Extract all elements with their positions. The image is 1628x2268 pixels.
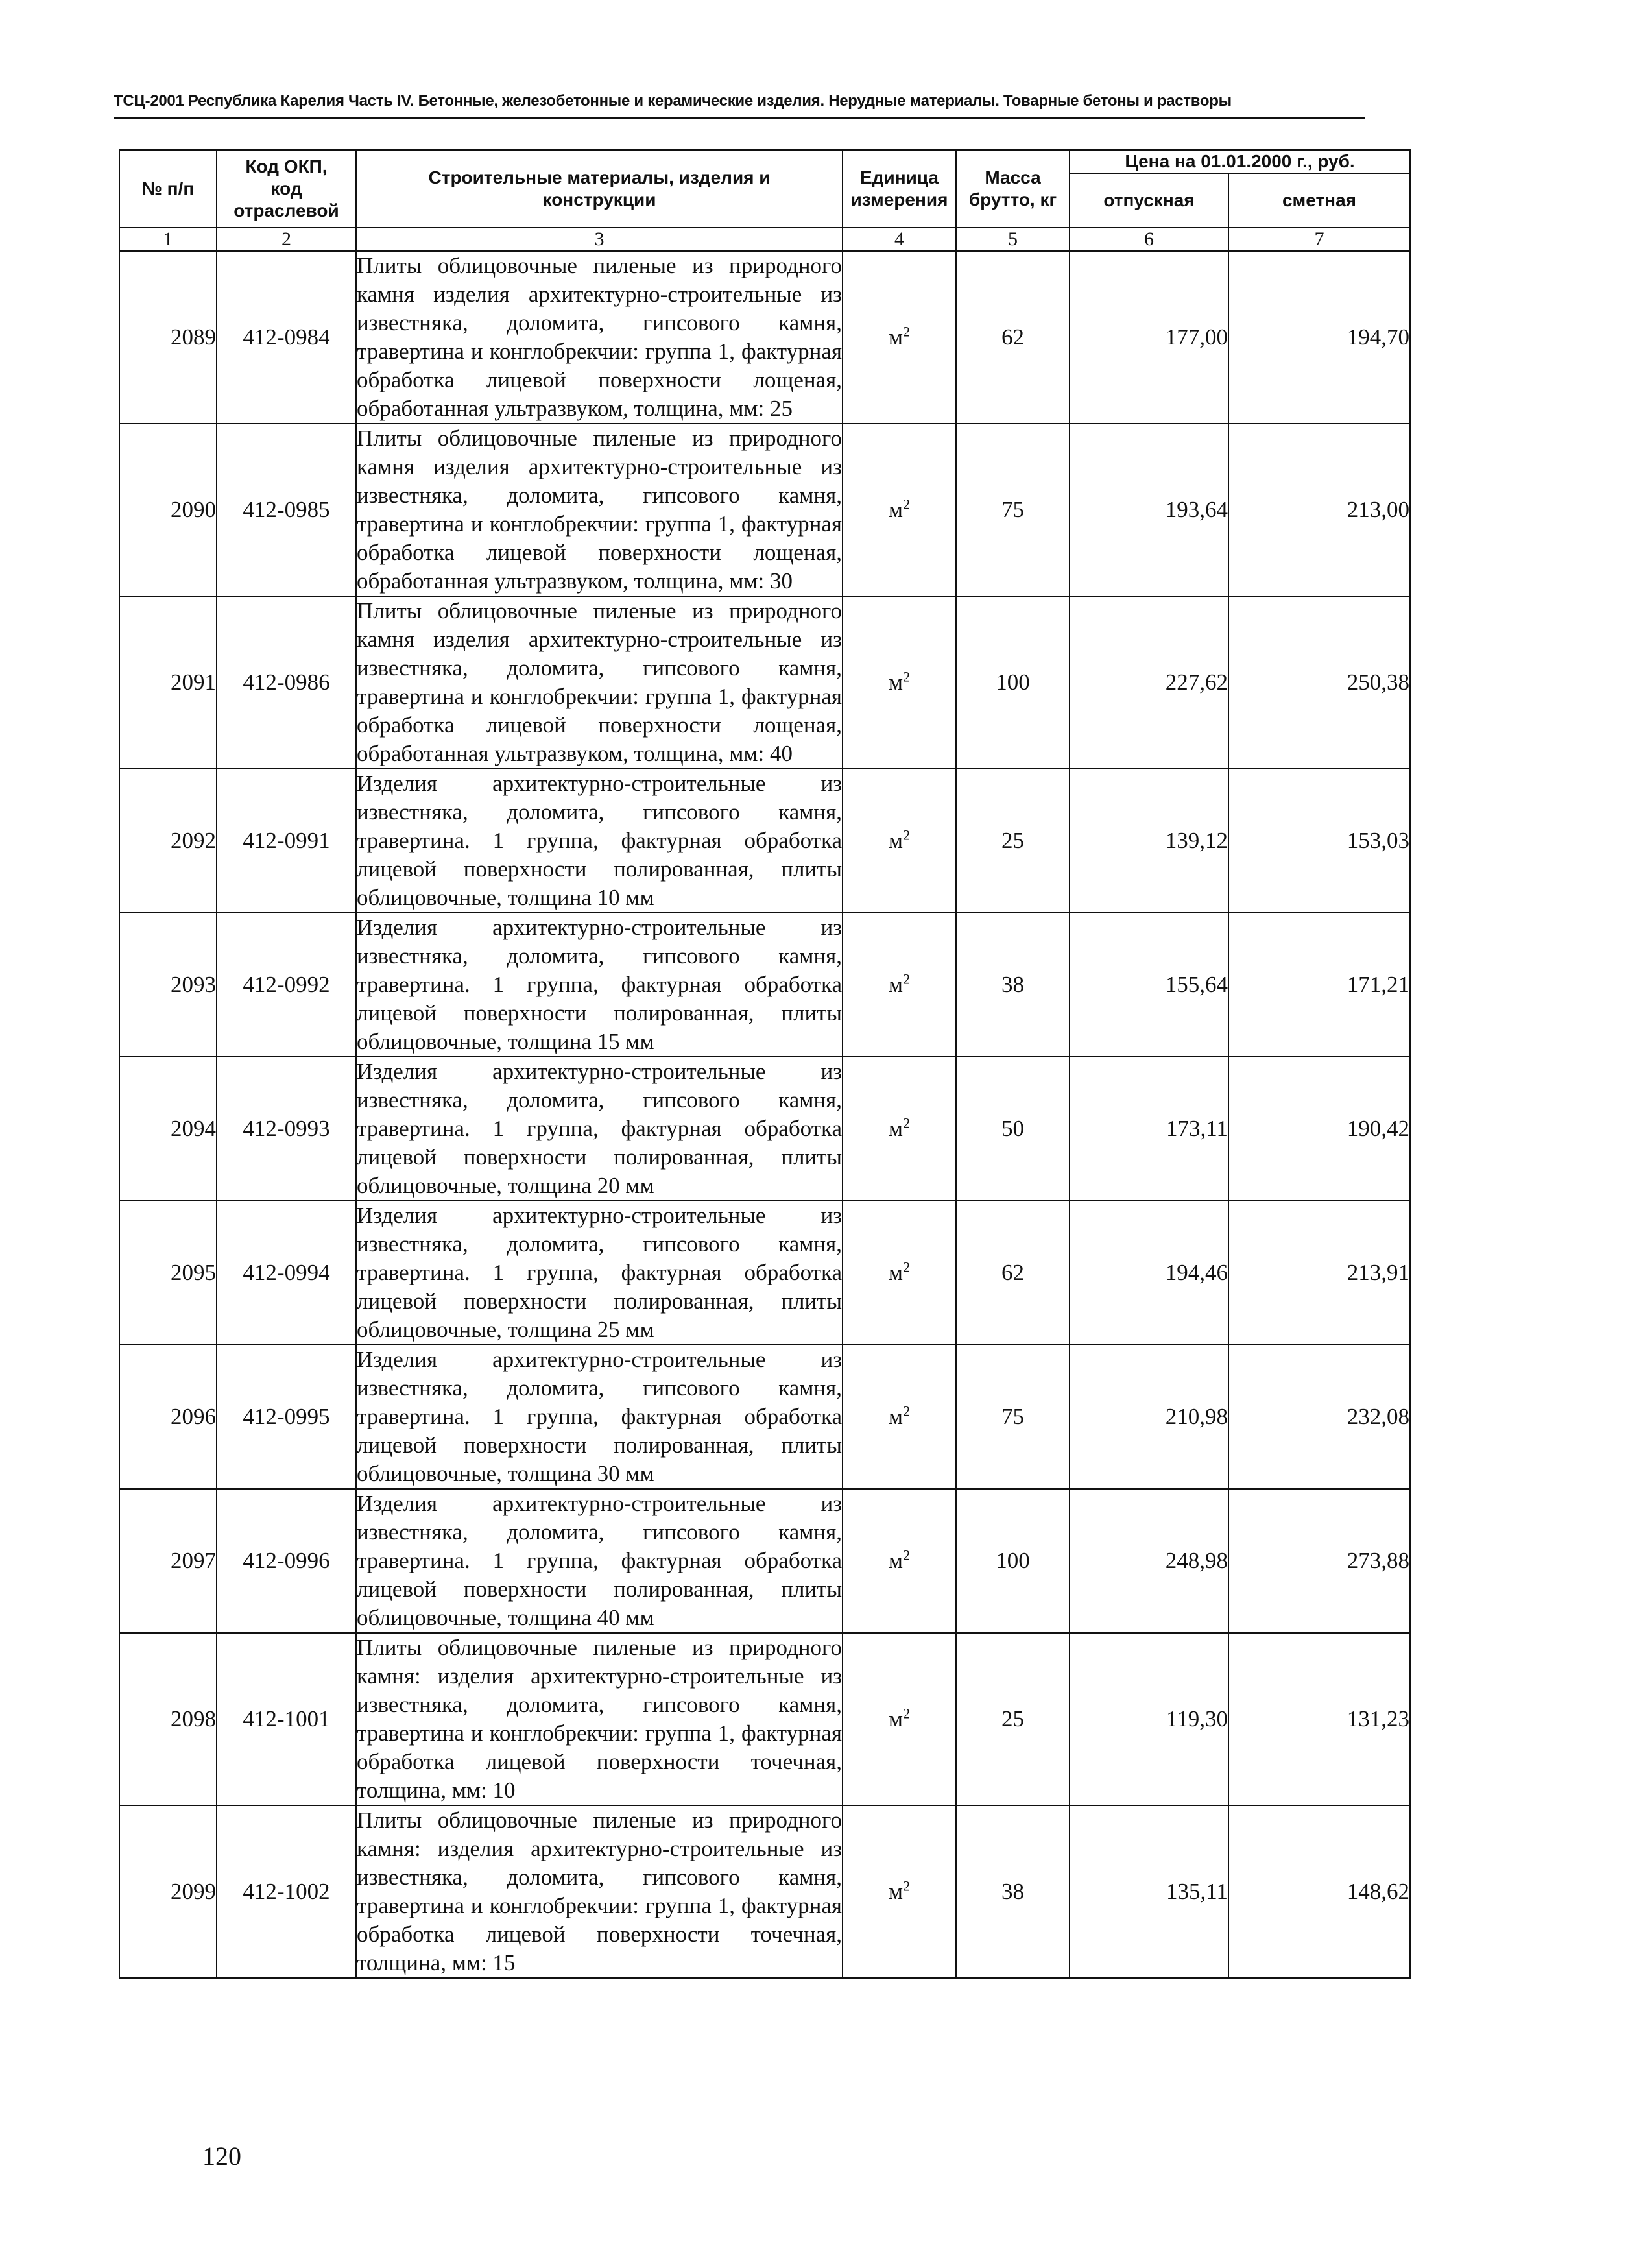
row-unit (843, 1489, 956, 1633)
row-price-estimate: 213,91 (1228, 1201, 1410, 1345)
row-description: Изделия архитектурно-строительные из известняка, доломита, гипсового камня, травертина. 1 группа, фактурная обработка лицевой поверхности полированная, плиты облицовочные, толщина 30 мм (356, 1345, 843, 1489)
row-code: 412-0985 (217, 424, 356, 596)
header-price-release: отпускная (1070, 173, 1228, 228)
row-number: 2090 (119, 424, 217, 596)
header-material: Строительные материалы, изделия и конструкции (356, 150, 843, 228)
row-code: 412-0994 (217, 1201, 356, 1345)
row-price-release: 248,98 (1070, 1489, 1228, 1633)
row-price-estimate: 213,00 (1228, 424, 1410, 596)
unit-exponent: 2 (903, 668, 911, 684)
row-mass: 75 (956, 424, 1070, 596)
row-price-estimate: 194,70 (1228, 251, 1410, 424)
row-description: Изделия архитектурно-строительные из известняка, доломита, гипсового камня, травертина. 1 группа, фактурная обработка лицевой поверхности полированная, плиты облицовочные, толщина 25 мм (356, 1201, 843, 1345)
unit-base: м (888, 1547, 904, 1573)
unit-exponent: 2 (903, 495, 911, 512)
unit-base: м (888, 1115, 904, 1141)
header-mass-line1: Масса (985, 167, 1041, 188)
column-number: 5 (956, 228, 1070, 251)
unit-base: м (888, 496, 904, 522)
row-code: 412-0995 (217, 1345, 356, 1489)
table-row (119, 596, 1410, 769)
row-price-estimate: 190,42 (1228, 1057, 1410, 1201)
column-number: 3 (356, 228, 843, 251)
row-description: Плиты облицовочные пиленые из природного камня изделия архитектурно-строительные из известняка, доломита, гипсового камня, травертина и конглобрекчии: группа 1, фактурная обработка лицевой поверхности лощеная, обработанная ультразвуком, толщина, мм: 25 (356, 251, 843, 424)
page-number: 120 (202, 2141, 241, 2171)
row-unit (843, 424, 956, 596)
header-price-group: Цена на 01.01.2000 г., руб. (1070, 150, 1410, 173)
row-description: Плиты облицовочные пиленые из природного камня: изделия архитектурно-строительные из известняка, доломита, гипсового камня, травертина и конглобрекчии: группа 1, фактурная обработка лицевой поверхности точечная, толщина, мм: 15 (356, 1805, 843, 1978)
header-num: № п/п (119, 150, 217, 228)
row-mass: 100 (956, 1489, 1070, 1633)
row-price-estimate: 273,88 (1228, 1489, 1410, 1633)
table-row (119, 1057, 1410, 1201)
row-mass: 62 (956, 1201, 1070, 1345)
header-code (217, 150, 356, 228)
table-row (119, 424, 1410, 596)
row-number: 2096 (119, 1345, 217, 1489)
unit-exponent: 2 (903, 1546, 911, 1563)
row-unit (843, 769, 956, 913)
row-number: 2097 (119, 1489, 217, 1633)
unit-exponent: 2 (903, 826, 911, 843)
row-number: 2095 (119, 1201, 217, 1345)
unit-base: м (888, 1878, 904, 1904)
row-number: 2099 (119, 1805, 217, 1978)
row-price-release: 194,46 (1070, 1201, 1228, 1345)
row-mass: 38 (956, 1805, 1070, 1978)
row-mass: 50 (956, 1057, 1070, 1201)
row-mass: 38 (956, 913, 1070, 1057)
row-description: Изделия архитектурно-строительные из известняка, доломита, гипсового камня, травертина. 1 группа, фактурная обработка лицевой поверхности полированная, плиты облицовочные, толщина 40 мм (356, 1489, 843, 1633)
column-number: 4 (843, 228, 956, 251)
row-price-release: 139,12 (1070, 769, 1228, 913)
table-header (119, 150, 1410, 251)
row-price-estimate: 232,08 (1228, 1345, 1410, 1489)
row-price-estimate: 171,21 (1228, 913, 1410, 1057)
header-unit-line2: измерения (850, 189, 948, 210)
unit-exponent: 2 (903, 1877, 911, 1894)
unit-exponent: 2 (903, 1704, 911, 1721)
row-code: 412-0996 (217, 1489, 356, 1633)
row-unit (843, 596, 956, 769)
unit-base: м (888, 1706, 904, 1731)
row-unit (843, 913, 956, 1057)
header-code-line2: код (270, 178, 302, 199)
row-price-release: 227,62 (1070, 596, 1228, 769)
table-row (119, 1345, 1410, 1489)
row-price-estimate: 148,62 (1228, 1805, 1410, 1978)
header-mass (956, 150, 1070, 228)
price-table (119, 149, 1411, 1979)
column-number: 1 (119, 228, 217, 251)
row-price-release: 135,11 (1070, 1805, 1228, 1978)
row-price-estimate: 250,38 (1228, 596, 1410, 769)
row-number: 2091 (119, 596, 217, 769)
row-price-release: 119,30 (1070, 1633, 1228, 1805)
unit-base: м (888, 669, 904, 695)
row-description: Плиты облицовочные пиленые из природного камня изделия архитектурно-строительные из известняка, доломита, гипсового камня, травертина и конглобрекчии: группа 1, фактурная обработка лицевой поверхности лощеная, обработанная ультразвуком, толщина, мм: 30 (356, 424, 843, 596)
table-row (119, 1201, 1410, 1345)
row-code: 412-0991 (217, 769, 356, 913)
row-price-release: 193,64 (1070, 424, 1228, 596)
unit-exponent: 2 (903, 1402, 911, 1419)
row-mass: 75 (956, 1345, 1070, 1489)
unit-exponent: 2 (903, 1114, 911, 1131)
row-number: 2092 (119, 769, 217, 913)
row-unit (843, 1345, 956, 1489)
header-rule (114, 117, 1365, 119)
row-mass: 25 (956, 1633, 1070, 1805)
running-header: ТСЦ-2001 Республика Карелия Часть IV. Бетонные, железобетонные и керамические изделия. Нерудные материалы. Товарные бетоны и растворы (114, 92, 1232, 110)
row-price-release: 173,11 (1070, 1057, 1228, 1201)
header-price-estimate: сметная (1228, 173, 1410, 228)
column-number: 6 (1070, 228, 1228, 251)
row-mass: 25 (956, 769, 1070, 913)
unit-base: м (888, 324, 904, 350)
table-row (119, 1805, 1410, 1978)
table-row (119, 251, 1410, 424)
row-unit (843, 1201, 956, 1345)
unit-exponent: 2 (903, 1258, 911, 1275)
header-unit-line1: Единица (860, 167, 939, 188)
unit-exponent: 2 (903, 322, 911, 339)
unit-base: м (888, 827, 904, 853)
row-code: 412-0986 (217, 596, 356, 769)
row-code: 412-1001 (217, 1633, 356, 1805)
row-unit (843, 251, 956, 424)
column-number: 2 (217, 228, 356, 251)
row-price-estimate: 153,03 (1228, 769, 1410, 913)
row-description: Плиты облицовочные пиленые из природного камня: изделия архитектурно-строительные из известняка, доломита, гипсового камня, травертина и конглобрекчии: группа 1, фактурная обработка лицевой поверхности точечная, толщина, мм: 10 (356, 1633, 843, 1805)
header-code-line3: отраслевой (233, 200, 339, 221)
row-number: 2098 (119, 1633, 217, 1805)
table-body (119, 251, 1410, 1978)
row-description: Изделия архитектурно-строительные из известняка, доломита, гипсового камня, травертина. 1 группа, фактурная обработка лицевой поверхности полированная, плиты облицовочные, толщина 10 мм (356, 769, 843, 913)
row-number: 2093 (119, 913, 217, 1057)
table-row (119, 1489, 1410, 1633)
table-row (119, 1633, 1410, 1805)
row-price-release: 155,64 (1070, 913, 1228, 1057)
header-code-line1: Код ОКП, (245, 156, 328, 177)
header-mass-line2: брутто, кг (968, 189, 1057, 210)
column-numbers-row (119, 228, 1410, 251)
table-row (119, 913, 1410, 1057)
row-unit (843, 1057, 956, 1201)
row-mass: 100 (956, 596, 1070, 769)
row-unit (843, 1633, 956, 1805)
header-unit (843, 150, 956, 228)
unit-exponent: 2 (903, 970, 911, 987)
row-price-release: 210,98 (1070, 1345, 1228, 1489)
row-number: 2094 (119, 1057, 217, 1201)
unit-base: м (888, 1259, 904, 1285)
table-row (119, 769, 1410, 913)
row-code: 412-1002 (217, 1805, 356, 1978)
row-description: Изделия архитектурно-строительные из известняка, доломита, гипсового камня, травертина. 1 группа, фактурная обработка лицевой поверхности полированная, плиты облицовочные, толщина 15 мм (356, 913, 843, 1057)
row-number: 2089 (119, 251, 217, 424)
column-number: 7 (1228, 228, 1410, 251)
row-description: Изделия архитектурно-строительные из известняка, доломита, гипсового камня, травертина. 1 группа, фактурная обработка лицевой поверхности полированная, плиты облицовочные, толщина 20 мм (356, 1057, 843, 1201)
row-mass: 62 (956, 251, 1070, 424)
row-code: 412-0992 (217, 913, 356, 1057)
row-description: Плиты облицовочные пиленые из природного камня изделия архитектурно-строительные из известняка, доломита, гипсового камня, травертина и конглобрекчии: группа 1, фактурная обработка лицевой поверхности лощеная, обработанная ультразвуком, толщина, мм: 40 (356, 596, 843, 769)
row-unit (843, 1805, 956, 1978)
row-price-estimate: 131,23 (1228, 1633, 1410, 1805)
row-price-release: 177,00 (1070, 251, 1228, 424)
row-code: 412-0993 (217, 1057, 356, 1201)
row-code: 412-0984 (217, 251, 356, 424)
unit-base: м (888, 971, 904, 997)
unit-base: м (888, 1403, 904, 1429)
